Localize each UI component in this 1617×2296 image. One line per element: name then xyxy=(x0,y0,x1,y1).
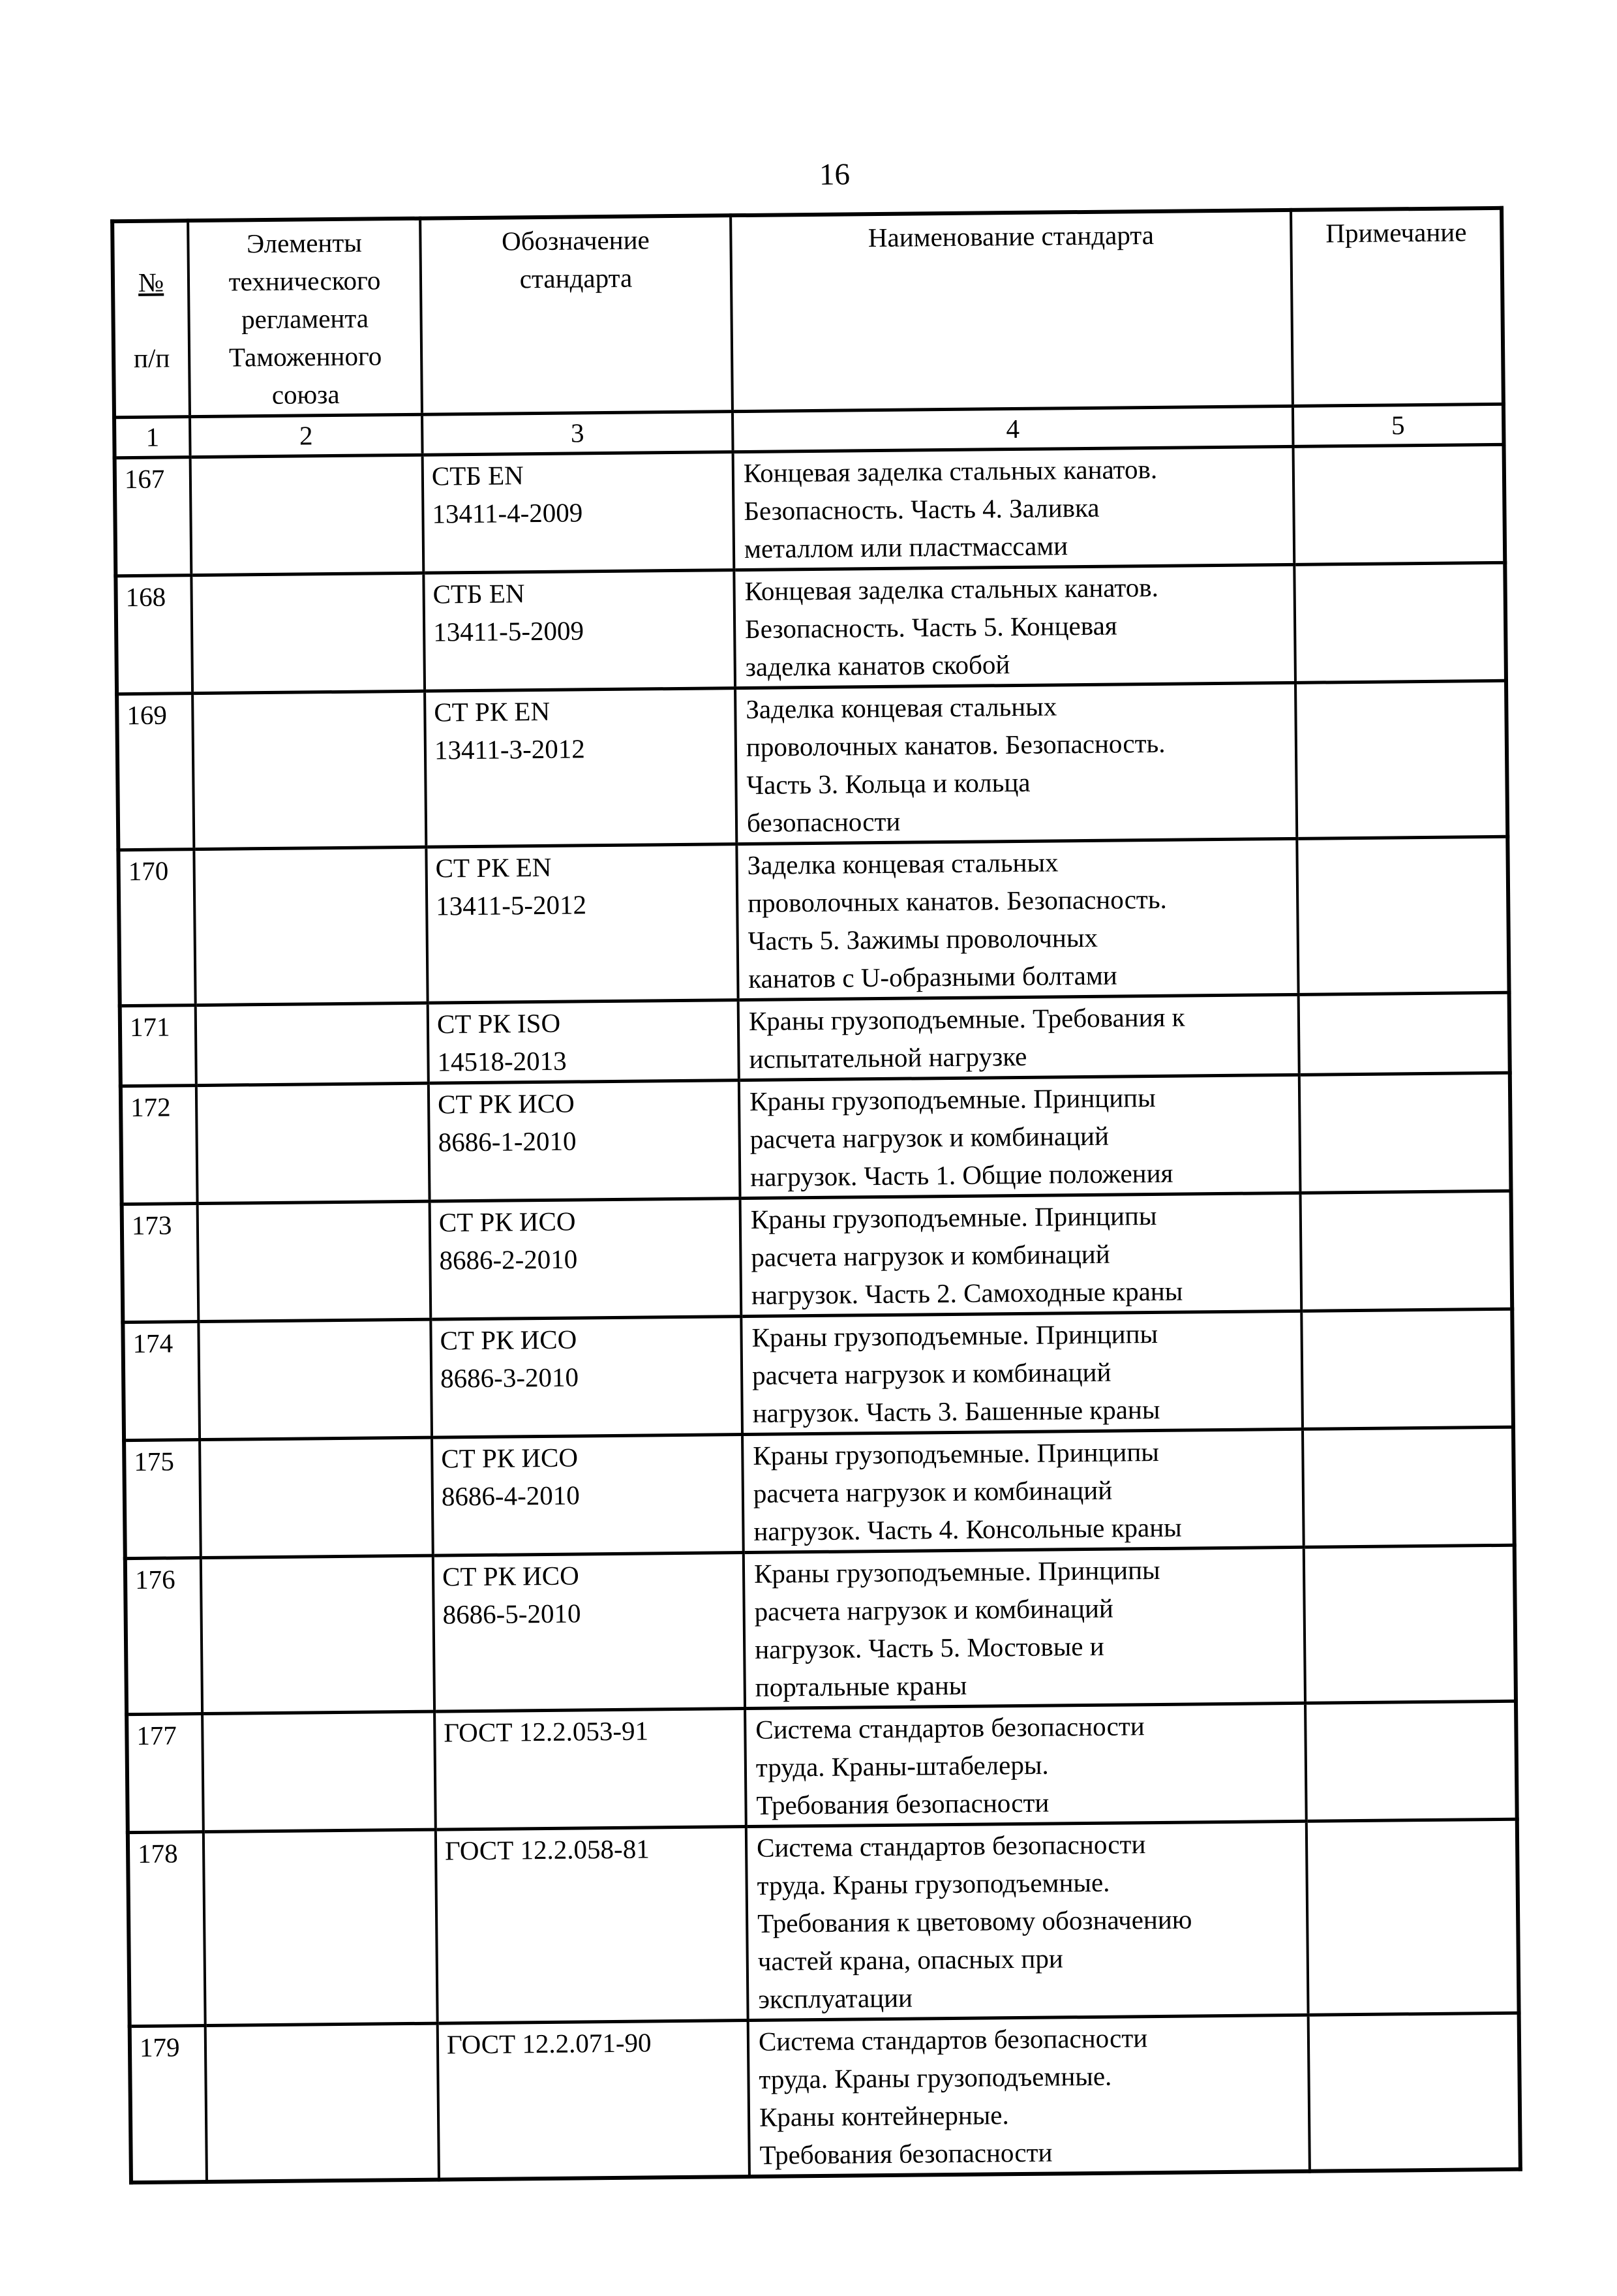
row-number-cell: 178 xyxy=(128,1832,205,2027)
table-row xyxy=(117,681,1507,850)
row-number-cell: 169 xyxy=(117,694,194,850)
note-cell xyxy=(1295,681,1507,838)
standard-name-cell: Краны грузоподъемные. Принципы расчета нагрузок и комбинаций нагрузок. Часть 5. Мостовые и портальные краны xyxy=(744,1547,1305,1708)
regulation-element-cell xyxy=(200,1437,433,1557)
row-number-cell: 179 xyxy=(130,2026,207,2183)
note-cell xyxy=(1305,1701,1517,1821)
column-index-1: 1 xyxy=(114,417,190,458)
table-row xyxy=(125,1545,1516,1714)
header-col-regulation-elements: Элементы технического регламента Таможенного союза xyxy=(188,219,422,417)
column-index-3: 3 xyxy=(422,412,733,455)
header-col-note: Примечание xyxy=(1291,208,1504,406)
standard-designation-cell: СТ РК EN 13411-3-2012 xyxy=(425,688,736,848)
table-row xyxy=(130,2013,1520,2182)
regulation-element-cell xyxy=(198,1201,431,1321)
column-index-2: 2 xyxy=(190,414,423,457)
standard-designation-cell: ГОСТ 12.2.053-91 xyxy=(434,1709,746,1830)
table-row xyxy=(122,1191,1513,1322)
standard-name-cell: Концевая заделка стальных канатов. Безопасность. Часть 4. Заливка металлом или пластмассами xyxy=(733,446,1295,570)
regulation-element-cell xyxy=(198,1319,432,1439)
standard-name-cell: Система стандартов безопасности труда. Краны-штабелеры. Требования безопасности xyxy=(745,1703,1307,1826)
standard-designation-cell: СТ РК ИСО 8686-4-2010 xyxy=(432,1435,744,1556)
regulation-element-cell xyxy=(196,1003,429,1085)
row-number-cell: 174 xyxy=(123,1322,200,1441)
regulation-element-cell xyxy=(192,691,426,849)
column-index-4: 4 xyxy=(733,406,1293,452)
note-cell xyxy=(1304,1545,1516,1703)
standard-designation-cell: СТ РК ИСО 8686-1-2010 xyxy=(429,1080,740,1202)
standard-name-cell: Концевая заделка стальных канатов. Безопасность. Часть 5. Концевая заделка канатов скобой xyxy=(734,564,1295,688)
standard-name-cell: Краны грузоподъемные. Принципы расчета нагрузок и комбинаций нагрузок. Часть 1. Общие положения xyxy=(739,1075,1301,1198)
standard-name-cell: Краны грузоподъемные. Принципы расчета нагрузок и комбинаций нагрузок. Часть 2. Самоходные краны xyxy=(740,1193,1302,1316)
table-row xyxy=(121,1073,1511,1204)
table-row xyxy=(115,562,1506,694)
regulation-element-cell xyxy=(202,1711,436,1831)
standard-designation-cell: СТ РК ИСО 8686-3-2010 xyxy=(431,1317,742,1438)
standard-name-cell: Заделка концевая стальных проволочных канатов. Безопасность. Часть 5. Зажимы проволочных канатов с U-образными болтами xyxy=(736,838,1298,1000)
note-cell xyxy=(1299,1073,1511,1193)
note-cell xyxy=(1294,562,1506,682)
row-number-cell: 176 xyxy=(125,1558,202,1715)
table-row xyxy=(128,1819,1519,2026)
header-col-number xyxy=(112,221,190,418)
table-row xyxy=(127,1701,1517,1832)
standard-designation-cell: СТБ EN 13411-4-2009 xyxy=(423,452,734,574)
column-index-5: 5 xyxy=(1293,404,1504,446)
note-cell xyxy=(1303,1427,1515,1547)
standards-table xyxy=(110,206,1522,2184)
regulation-element-cell xyxy=(194,847,427,1005)
regulation-element-cell xyxy=(201,1555,434,1713)
note-cell xyxy=(1301,1309,1513,1429)
standard-name-cell: Краны грузоподъемные. Принципы расчета нагрузок и комбинаций нагрузок. Часть 3. Башенные краны xyxy=(741,1311,1303,1434)
regulation-element-cell xyxy=(190,455,424,575)
header-num-symbol: № xyxy=(138,267,164,298)
standard-designation-cell: СТ РК EN 13411-5-2012 xyxy=(426,844,738,1003)
note-cell xyxy=(1299,992,1510,1075)
header-col-designation: Обозначение стандарта xyxy=(420,215,733,414)
standard-name-cell: Заделка концевая стальных проволочных канатов. Безопасность. Часть 3. Кольца и кольца безопасности xyxy=(735,682,1297,844)
standard-name-cell: Краны грузоподъемные. Принципы расчета нагрузок и комбинаций нагрузок. Часть 4. Консольные краны xyxy=(742,1429,1304,1552)
note-cell xyxy=(1308,2013,1520,2171)
standards-table-wrapper xyxy=(110,206,1519,2184)
standard-designation-cell: СТ РК ИСО 8686-5-2010 xyxy=(433,1553,745,1712)
note-cell xyxy=(1297,836,1509,994)
table-row xyxy=(123,1309,1513,1440)
page-number: 16 xyxy=(819,157,851,192)
regulation-element-cell xyxy=(196,1083,430,1203)
row-number-cell: 177 xyxy=(127,1714,204,1833)
standard-designation-cell: ГОСТ 12.2.058-81 xyxy=(436,1827,748,2024)
table-row xyxy=(120,992,1510,1086)
header-col-standard-name: Наименование стандарта xyxy=(731,210,1293,412)
standard-name-cell: Краны грузоподъемные. Требования к испытательной нагрузке xyxy=(738,994,1299,1080)
standard-name-cell: Система стандартов безопасности труда. Краны грузоподъемные. Требования к цветовому обозначению частей крана, опасных при эксплуатации xyxy=(746,1821,1308,2020)
regulation-element-cell xyxy=(205,2023,439,2182)
row-number-cell: 172 xyxy=(121,1086,198,1204)
standard-designation-cell: СТ РК ИСО 8686-2-2010 xyxy=(430,1199,742,1320)
note-cell xyxy=(1293,444,1505,564)
standard-designation-cell: СТБ EN 13411-5-2009 xyxy=(423,570,735,692)
row-number-cell: 171 xyxy=(120,1005,196,1086)
standard-designation-cell: ГОСТ 12.2.071-90 xyxy=(438,2021,749,2180)
table-row xyxy=(118,836,1509,1005)
note-cell xyxy=(1307,1819,1519,2015)
row-number-cell: 175 xyxy=(124,1440,201,1559)
header-row xyxy=(112,208,1504,418)
standard-name-cell: Система стандартов безопасности труда. Краны грузоподъемные. Краны контейнерные. Требования безопасности xyxy=(748,2015,1310,2177)
regulation-element-cell xyxy=(204,1829,438,2025)
note-cell xyxy=(1301,1191,1513,1311)
row-number-cell: 173 xyxy=(122,1204,199,1323)
table-row xyxy=(115,444,1505,575)
standard-designation-cell: СТ РК ISO 14518-2013 xyxy=(428,1000,739,1084)
row-number-cell: 167 xyxy=(115,457,192,576)
regulation-element-cell xyxy=(191,573,425,693)
row-number-cell: 168 xyxy=(115,575,192,694)
header-num-caption: п/п xyxy=(133,343,170,373)
table-row xyxy=(124,1427,1515,1558)
row-number-cell: 170 xyxy=(118,850,195,1006)
